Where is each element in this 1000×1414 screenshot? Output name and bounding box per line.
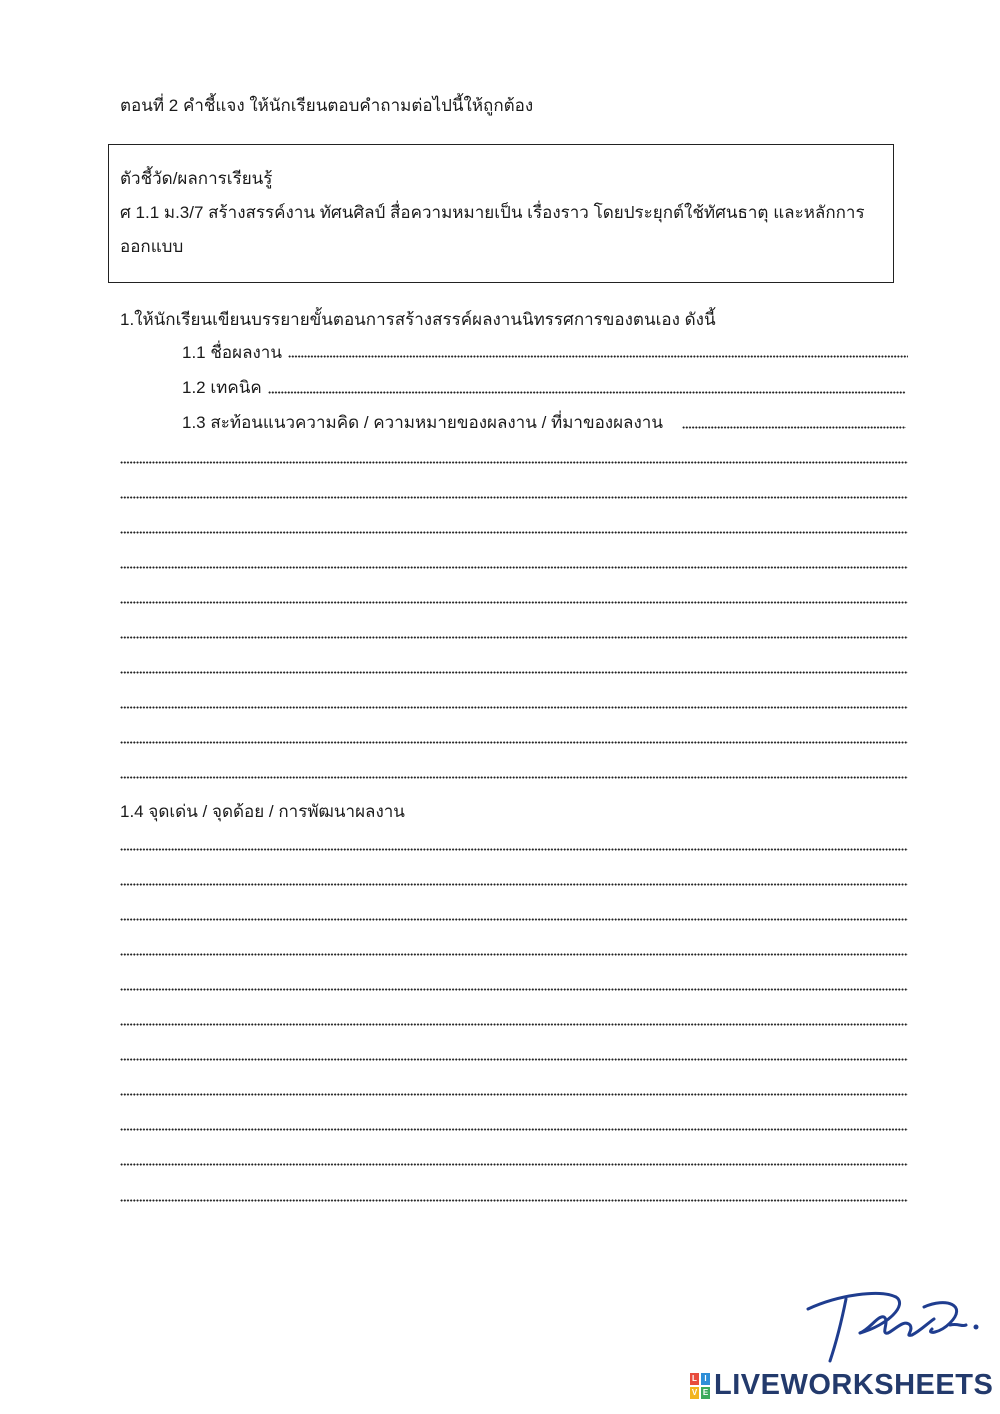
answer-line-strengths[interactable] (120, 988, 908, 991)
answer-line-strengths[interactable] (120, 1093, 908, 1096)
indicator-line-2: ออกแบบ (120, 237, 184, 256)
answer-line-strengths[interactable] (120, 848, 908, 851)
indicator-heading: ตัวชี้วัด/ผลการเรียนรู้ (120, 169, 273, 188)
item-strengths-label: 1.4 จุดเด่น / จุดด้อย / การพัฒนาผลงาน (120, 802, 405, 821)
answer-line-concept[interactable] (120, 706, 908, 709)
item-title-label: 1.1 ชื่อผลงาน (182, 343, 282, 362)
answer-line-strengths[interactable] (120, 1058, 908, 1061)
answer-line-concept[interactable] (120, 636, 908, 639)
item-concept-label: 1.3 สะท้อนแนวความคิด / ความหมายของผลงาน / ที่มาของผลงาน (182, 413, 663, 432)
answer-line-concept[interactable] (120, 671, 908, 674)
answer-line-technique[interactable] (268, 391, 906, 394)
answer-line-strengths[interactable] (120, 1163, 908, 1166)
section-title: ตอนที่ 2 คำชี้แจง ให้นักเรียนตอบคำถามต่อไปนี้ให้ถูกต้อง (120, 96, 534, 115)
answer-line-concept[interactable] (120, 461, 908, 464)
logo-letter-l: L (690, 1373, 699, 1385)
logo-letter-e: E (702, 1388, 709, 1397)
answer-line-strengths[interactable] (120, 953, 908, 956)
answer-line-concept-inline[interactable] (682, 426, 906, 429)
answer-line-title[interactable] (288, 355, 908, 358)
answer-line-concept[interactable] (120, 531, 908, 534)
answer-line-concept[interactable] (120, 566, 908, 569)
answer-line-strengths[interactable] (120, 1023, 908, 1026)
signature-icon (800, 1285, 990, 1365)
answer-line-concept[interactable] (120, 601, 908, 604)
answer-line-strengths[interactable] (120, 1199, 908, 1202)
logo-letter-v: V (691, 1388, 698, 1397)
item-technique-label: 1.2 เทคนิค (182, 378, 262, 397)
indicator-line-1: ศ 1.1 ม.3/7 สร้างสรรค์งาน ทัศนศิลป์ สื่อความหมายเป็น เรื่องราว โดยประยุกต์ใช้ทัศนธาตุ และหลักการ (120, 203, 865, 222)
liveworksheets-brand: LIVEWORKSHEETS (714, 1369, 994, 1401)
answer-line-strengths[interactable] (120, 1128, 908, 1131)
logo-letter-i: I (701, 1373, 710, 1385)
answer-line-concept[interactable] (120, 741, 908, 744)
answer-line-strengths[interactable] (120, 918, 908, 921)
answer-line-strengths[interactable] (120, 883, 908, 886)
question-prompt: 1.ให้นักเรียนเขียนบรรยายขั้นตอนการสร้างสรรค์ผลงานนิทรรศการของตนเอง ดังนี้ (120, 310, 716, 329)
answer-line-concept[interactable] (120, 496, 908, 499)
liveworksheets-logo-icon (690, 1373, 710, 1399)
answer-line-concept[interactable] (120, 776, 908, 779)
